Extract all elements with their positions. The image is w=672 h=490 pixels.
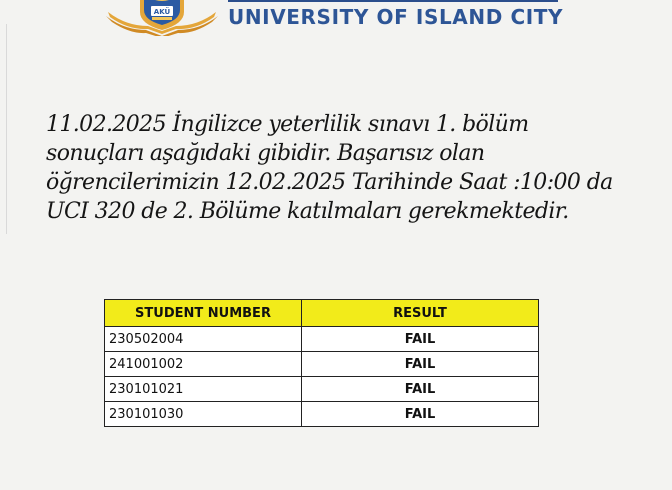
- student-number-cell: 241001002: [105, 352, 302, 377]
- student-number-cell: 230502004: [105, 327, 302, 352]
- announcement-line: 11.02.2025 İngilizce yeterlilik sınavı 1. bölüm: [46, 112, 529, 137]
- page-header: [0, 0, 672, 40]
- result-cell: FAIL: [302, 352, 539, 377]
- university-crest-icon: [104, 0, 220, 36]
- column-header-student-number: STUDENT NUMBER: [105, 300, 302, 327]
- student-number-cell: 230101021: [105, 377, 302, 402]
- announcement-text: [46, 110, 656, 226]
- table-row: [105, 327, 539, 352]
- result-cell: FAIL: [302, 402, 539, 427]
- margin-rule: [6, 24, 7, 234]
- university-name: UNIVERSITY OF ISLAND CITY: [228, 5, 564, 29]
- result-cell: FAIL: [302, 377, 539, 402]
- announcement-line: UCI 320 de 2. Bölüme katılmaları gerekmektedir.: [46, 199, 569, 224]
- header-rule: [228, 0, 558, 2]
- column-header-result: RESULT: [302, 300, 539, 327]
- table-row: [105, 352, 539, 377]
- results-table: [104, 299, 539, 427]
- crest-text: AKÜ: [153, 8, 171, 16]
- result-cell: FAIL: [302, 327, 539, 352]
- announcement-line: öğrencilerimizin 12.02.2025 Tarihinde Saat :10:00 da: [46, 170, 613, 195]
- table-row: [105, 377, 539, 402]
- table-header-row: [105, 300, 539, 327]
- announcement-line: sonuçları aşağıdaki gibidir. Başarısız olan: [46, 141, 485, 166]
- student-number-cell: 230101030: [105, 402, 302, 427]
- table-row: [105, 402, 539, 427]
